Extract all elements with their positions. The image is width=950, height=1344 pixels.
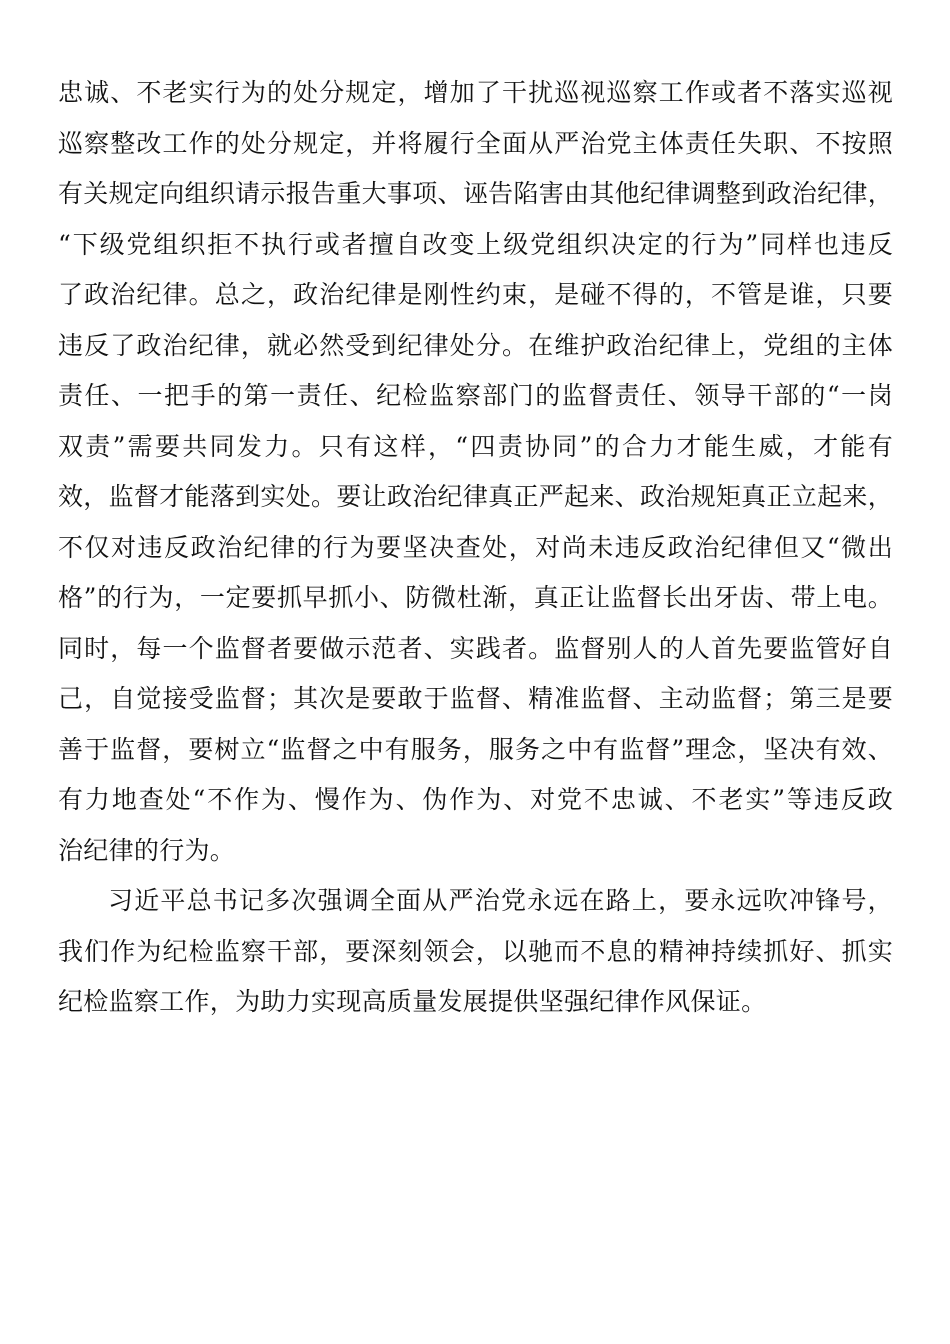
paragraph-1 [58,68,893,876]
paragraph-line: 效，监督才能落到实处。要让政治纪律真正严起来、政治规矩真正立起来， [58,482,893,511]
paragraph-line: 了政治纪律。总之，政治纪律是刚性约束，是碰不得的，不管是谁，只要 [58,280,893,309]
paragraph-line: 巡察整改工作的处分规定，并将履行全面从严治党主体责任失职、不按照 [58,128,893,158]
paragraph-line: 不仅对违反政治纪律的行为要坚决查处，对尚未违反政治纪律但又“微出 [58,532,893,562]
paragraph-line: 有关规定向组织请示报告重大事项、诬告陷害由其他纪律调整到政治纪律， [58,179,893,208]
paragraph-line: 纪检监察工作，为助力实现高质量发展提供坚强纪律作风保证。 [58,987,767,1016]
paragraph-line: 我们作为纪检监察干部，要深刻领会，以驰而不息的精神持续抓好、抓实 [58,936,893,966]
paragraph-line: 违反了政治纪律，就必然受到纪律处分。在维护政治纪律上，党组的主体 [58,330,893,360]
paragraph-line: 有力地查处“不作为、慢作为、伪作为、对党不忠诚、不老实”等违反政 [58,785,893,814]
paragraph-line: 双责”需要共同发力。只有这样，“四责协同”的合力才能生威，才能有 [58,431,893,461]
document-body [58,68,893,1028]
paragraph-line: 习近平总书记多次强调全面从严治党永远在路上，要永远吹冲锋号， [108,886,893,915]
paragraph-line: 己，自觉接受监督；其次是要敢于监督、精准监督、主动监督；第三是要 [58,684,893,713]
paragraph-line: “下级党组织拒不执行或者擅自改变上级党组织决定的行为”同样也违反 [58,229,893,259]
paragraph-line: 忠诚、不老实行为的处分规定，增加了干扰巡视巡察工作或者不落实巡视 [58,78,893,107]
paragraph-line: 格”的行为，一定要抓早抓小、防微杜渐，真正让监督长出牙齿、带上电。 [58,583,893,612]
paragraph-line: 同时，每一个监督者要做示范者、实践者。监督别人的人首先要监管好自 [58,633,893,663]
paragraph-line: 治纪律的行为。 [58,835,236,865]
paragraph-line: 责任、一把手的第一责任、纪检监察部门的监督责任、领导干部的“一岗 [58,381,893,410]
paragraph-2 [58,876,893,1028]
paragraph-line: 善于监督，要树立“监督之中有服务，服务之中有监督”理念，坚决有效、 [58,734,893,764]
